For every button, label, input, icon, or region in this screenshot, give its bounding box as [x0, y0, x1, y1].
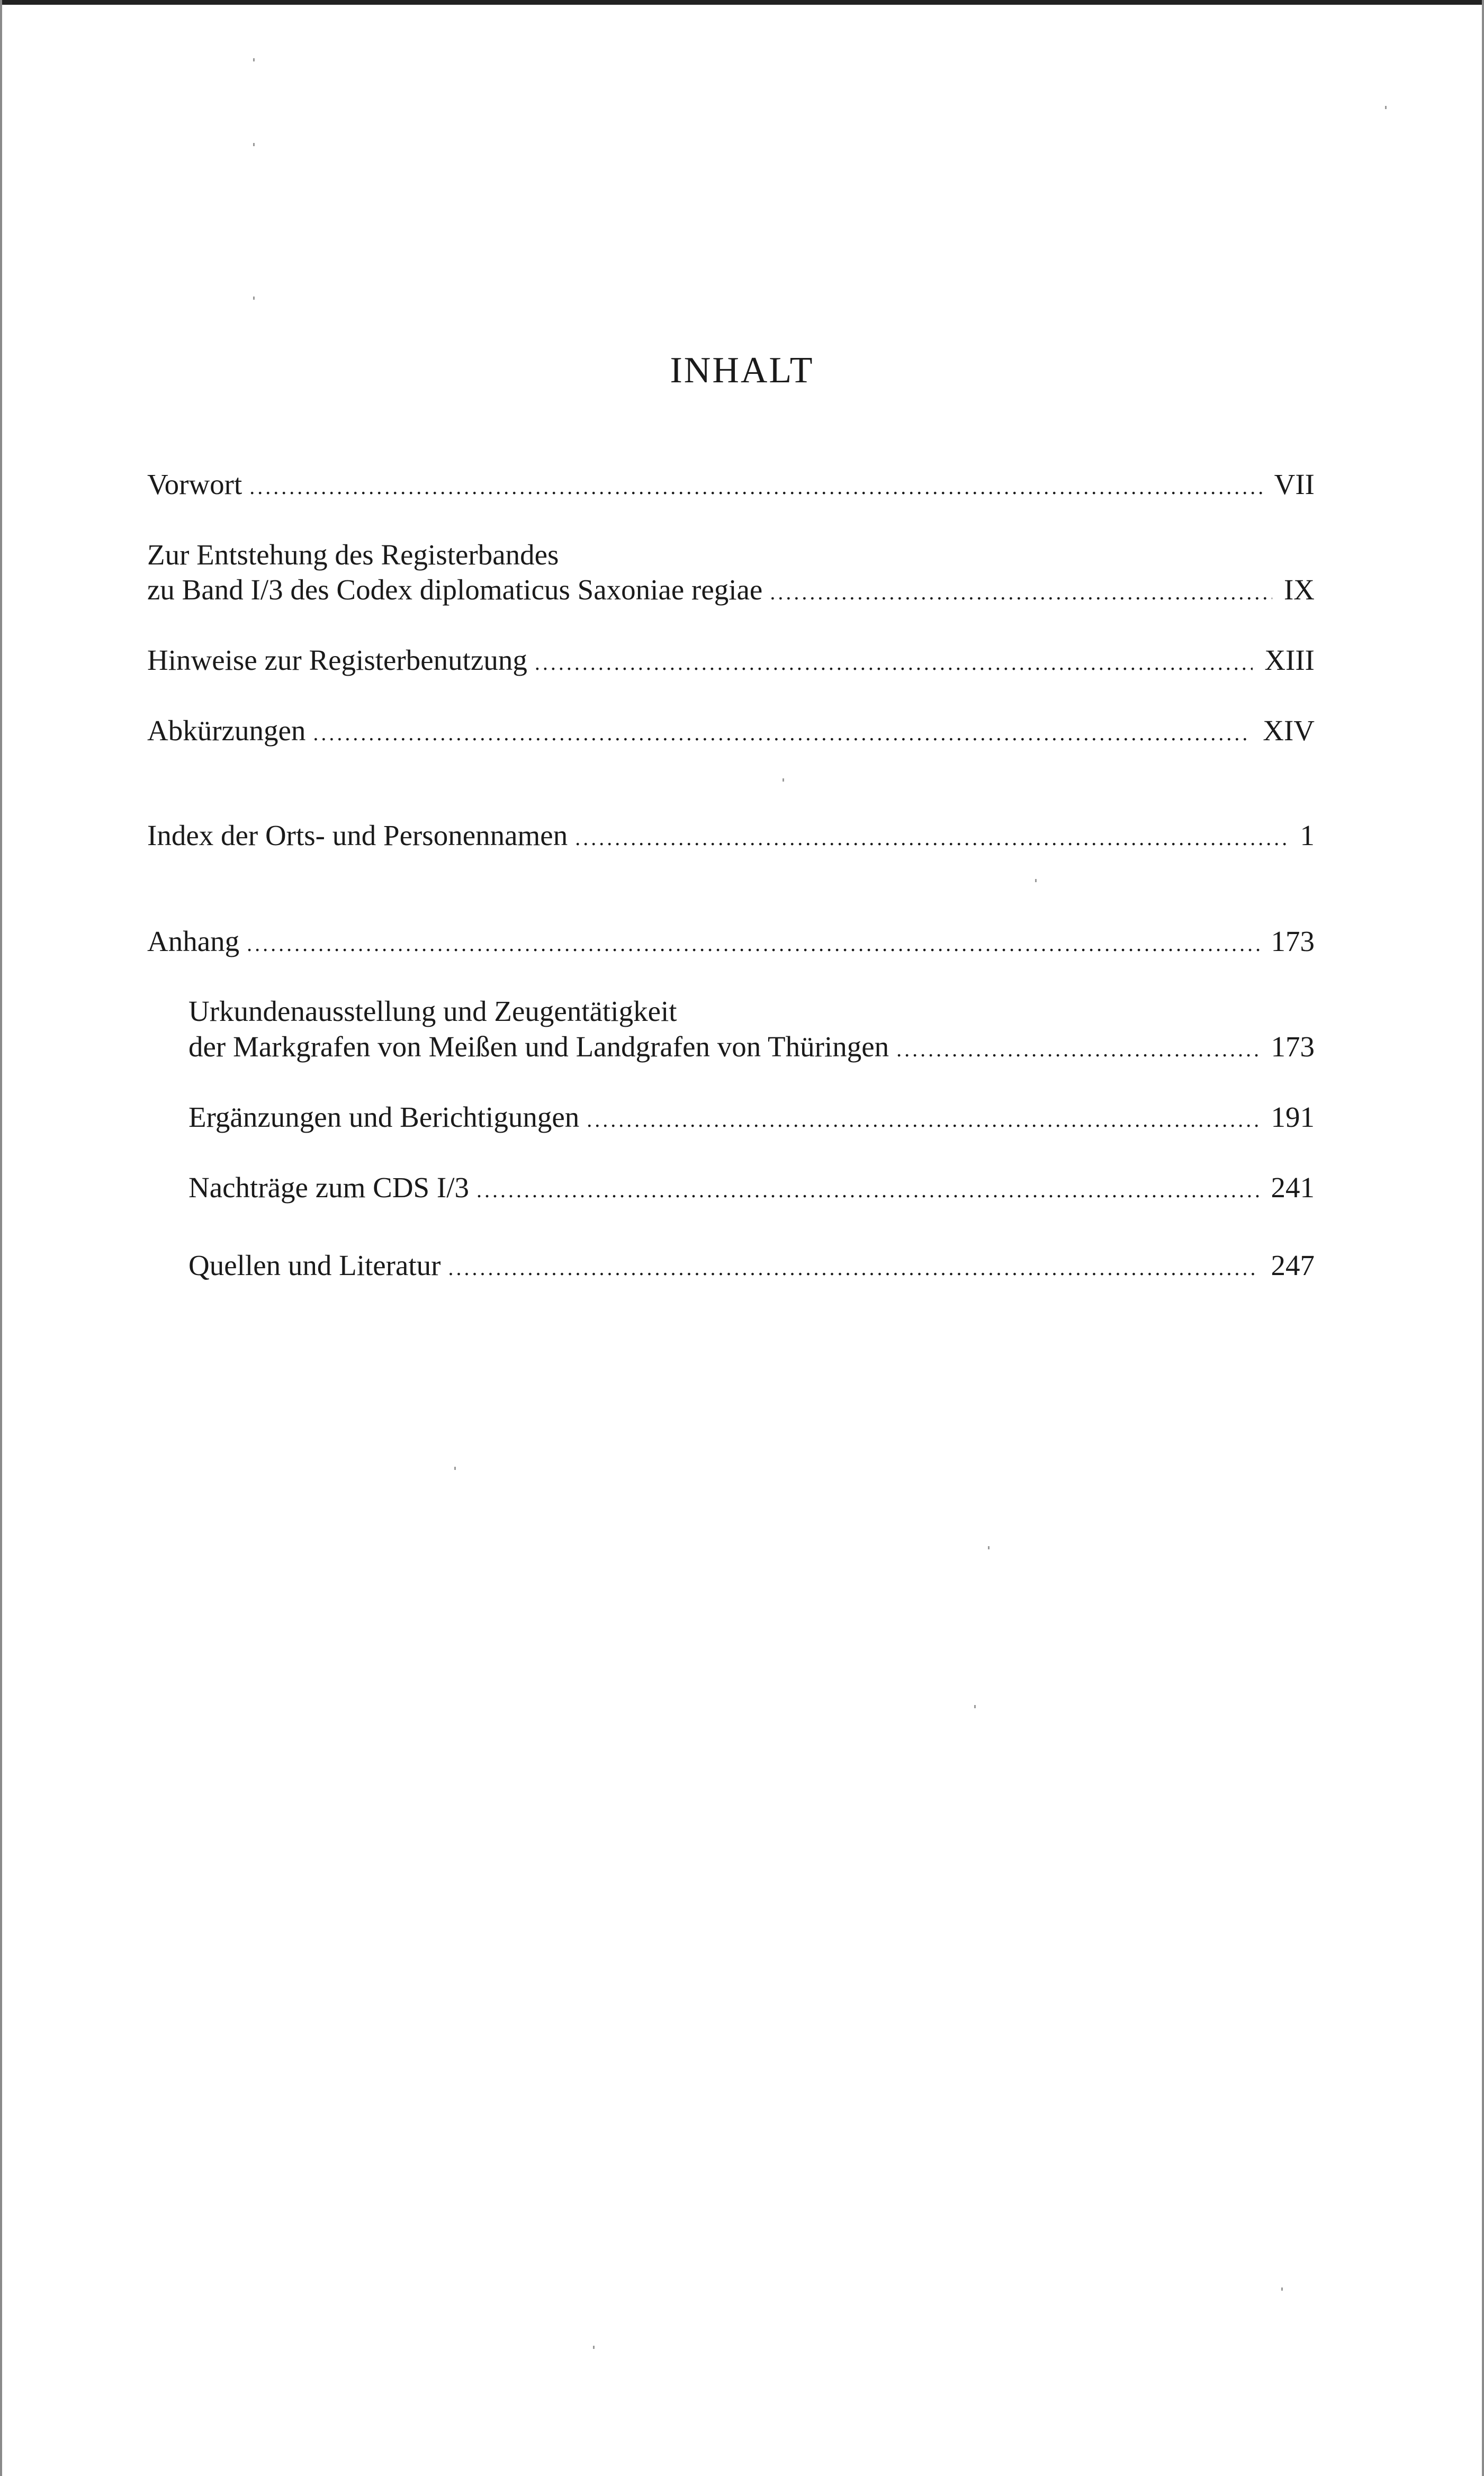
scan-speck — [454, 1467, 456, 1470]
dot-leader — [313, 712, 1251, 755]
dot-leader — [448, 1247, 1260, 1289]
dot-leader — [249, 466, 1262, 508]
scan-speck — [783, 778, 784, 782]
scan-speck — [988, 1546, 990, 1549]
toc-entry-label: der Markgrafen von Meißen und Landgrafen von Thüringen — [188, 1030, 889, 1063]
toc-page-number: 241 — [1271, 1171, 1315, 1204]
toc-subentry-label-line1: Urkundenausstellung und Zeugentätigkeit — [188, 995, 677, 1027]
toc-entry-index — [147, 814, 1315, 857]
toc-page-number: XIII — [1264, 644, 1315, 676]
scan-speck — [253, 143, 255, 146]
toc-subentry-urkunden — [188, 1026, 1315, 1068]
toc-entry-entstehung — [147, 569, 1315, 611]
dot-leader — [770, 571, 1272, 614]
toc-subentry-quellen — [188, 1244, 1315, 1287]
dot-leader — [476, 1169, 1260, 1212]
page-title: INHALT — [670, 350, 814, 391]
toc-entry-anhang — [147, 920, 1315, 963]
toc-entry-label: Quellen und Literatur — [188, 1249, 441, 1281]
toc-page-number: 173 — [1271, 925, 1315, 957]
toc-entry-abkuerzungen — [147, 710, 1315, 752]
toc-entry-hinweise — [147, 639, 1315, 681]
toc-page-number: 1 — [1300, 819, 1315, 851]
dot-leader — [575, 817, 1288, 859]
toc-page-number: XIV — [1263, 714, 1315, 747]
scan-speck — [253, 297, 255, 300]
toc-page-number: 191 — [1271, 1101, 1315, 1133]
dot-leader — [587, 1099, 1259, 1141]
scan-speck — [593, 2346, 595, 2349]
scan-speck — [974, 1705, 976, 1708]
toc-entry-label: Hinweise zur Registerbenutzung — [147, 644, 527, 676]
scan-speck — [1385, 106, 1387, 109]
toc-subentry-nachtraege — [188, 1167, 1315, 1209]
toc-entry-label: Nachträge zum CDS I/3 — [188, 1171, 469, 1204]
toc-entry-label: Vorwort — [147, 468, 242, 500]
toc-page-number: 173 — [1271, 1030, 1315, 1063]
toc-page-number: 247 — [1271, 1249, 1315, 1281]
toc-page-number: VII — [1274, 468, 1315, 500]
toc-entry-label: Ergänzungen und Berichtigungen — [188, 1101, 580, 1133]
dot-leader — [247, 923, 1259, 965]
dot-leader — [535, 642, 1253, 684]
toc-subentry-ergaenzungen — [188, 1096, 1315, 1138]
scan-speck — [1035, 879, 1037, 882]
toc-page-number: IX — [1283, 573, 1315, 606]
toc-entry-vorwort — [147, 463, 1315, 506]
toc-entry-label: zu Band I/3 des Codex diplomaticus Saxoniae regiae — [147, 573, 763, 606]
page-top-edge — [0, 0, 1484, 5]
toc-entry-label: Index der Orts- und Personennamen — [147, 819, 568, 851]
toc-entry-label: Anhang — [147, 925, 240, 957]
scan-speck — [253, 58, 255, 61]
scan-speck — [1281, 2287, 1283, 2291]
toc-entry-label: Abkürzungen — [147, 714, 306, 747]
dot-leader — [896, 1028, 1259, 1071]
toc-entry-label-line1: Zur Entstehung des Registerbandes — [147, 539, 559, 571]
